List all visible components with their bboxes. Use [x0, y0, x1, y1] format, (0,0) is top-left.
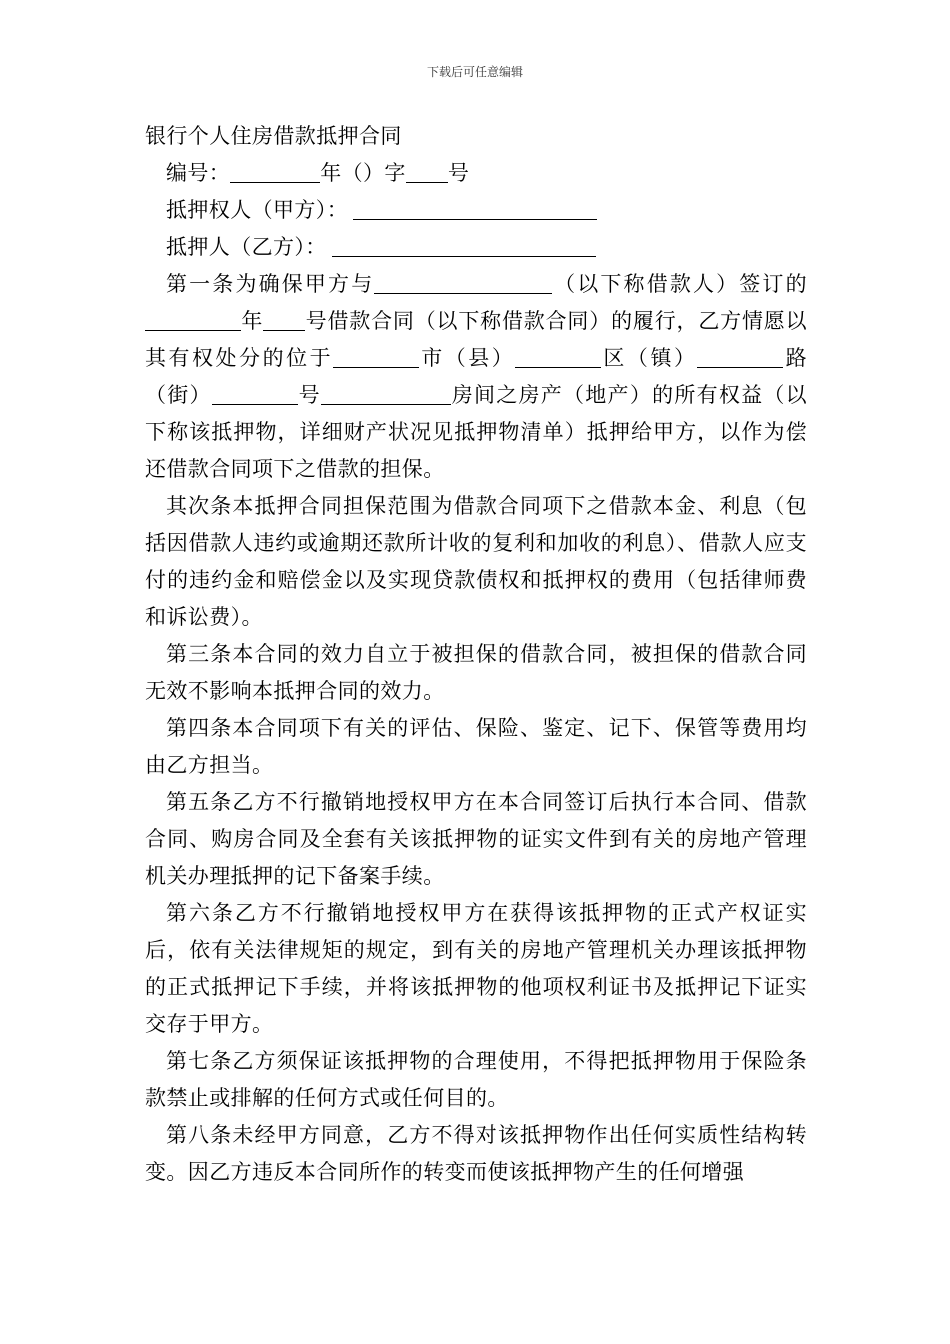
mortgagor-line [145, 229, 807, 266]
article-1-text-b: （以下称借款人）签订的 [552, 272, 807, 296]
article-8: 第八条未经甲方同意，乙方不得对该抵押物作出任何实质性结构转变。因乙方违反本合同所作的转变而使该抵押物产生的任何增强 [145, 1123, 807, 1184]
road-street-blank [697, 345, 783, 368]
article-1-text-a: 第一条为确保甲方与 [166, 272, 375, 296]
article-5: 第五条乙方不行撤销地授权甲方在本合同签订后执行本合同、借款合同、购房合同及全套有关该抵押物的证实文件到有关的房地产管理机关办理抵押的记下备案手续。 [145, 790, 807, 888]
contract-number-serial-blank [406, 160, 448, 183]
document-title: 银行个人住房借款抵押合同 [145, 124, 402, 148]
article-7: 第七条乙方须保证该抵押物的合理使用，不得把抵押物用于保险条款禁止或排解的任何方式或任何目的。 [145, 1049, 807, 1110]
mortgagee-blank [353, 197, 597, 220]
article-3: 第三条本合同的效力自立于被担保的借款合同，被担保的借款合同无效不影响本抵押合同的效力。 [145, 642, 807, 703]
loan-contract-year-blank [145, 308, 241, 331]
article-4: 第四条本合同项下有关的评估、保险、鉴定、记下、保管等费用均由乙方担当。 [145, 716, 807, 777]
article-1-text-e: 市（县） [419, 346, 516, 370]
room-number-blank [321, 382, 451, 405]
mortgagor-blank [332, 234, 596, 257]
city-county-blank [333, 345, 419, 368]
contract-number-label: 编号： [166, 161, 231, 185]
district-town-blank [515, 345, 601, 368]
article-2: 其次条本抵押合同担保范围为借款合同项下之借款本金、利息（包括因借款人违约或逾期还款所计收的复利和加收的利息）、借款人应支付的违约金和赔偿金以及实现贷款债权和抵押权的费用（包括律师费和诉讼费）。 [145, 494, 807, 629]
page-header-note: 下载后可任意编辑 [426, 65, 523, 79]
mortgagee-line [145, 192, 807, 229]
loan-contract-number-blank [263, 308, 305, 331]
contract-number-blank [230, 160, 320, 183]
article-1-text-g: 路（街） [145, 346, 807, 407]
article-1-text-h: 号 [297, 383, 321, 407]
mortgagor-label: 抵押人（乙方）： [166, 235, 327, 259]
contract-number-line [145, 155, 807, 192]
article-1-text-d: 号借款合同（以下称借款合同）的履行，乙方情愿以其有权处分的位于 [145, 309, 807, 370]
borrower-name-blank [374, 271, 552, 294]
article-6: 第六条乙方不行撤销地授权甲方在获得该抵押物的正式产权证实后，依有关法律规矩的规定，到有关的房地产管理机关办理该抵押物的正式抵押记下手续，并将该抵押物的他项权利证书及抵押记下证实交存于甲方。 [145, 901, 807, 1036]
mortgagee-label: 抵押权人（甲方）： [166, 198, 349, 222]
contract-number-year-label: 年（）字 [320, 161, 406, 185]
article-1-text-f: 区（镇） [601, 346, 698, 370]
article-1-text-c: 年 [241, 309, 264, 333]
document-body [145, 118, 807, 1191]
article-1-text-i: 房间之房产（地产）的所有权益（以下称该抵押物，详细财产状况见抵押物清单）抵押给甲方，以作为偿还借款合同项下之借款的担保。 [145, 383, 808, 481]
contract-number-suffix: 号 [447, 161, 470, 185]
article-1 [145, 266, 807, 488]
building-number-blank [212, 382, 298, 405]
